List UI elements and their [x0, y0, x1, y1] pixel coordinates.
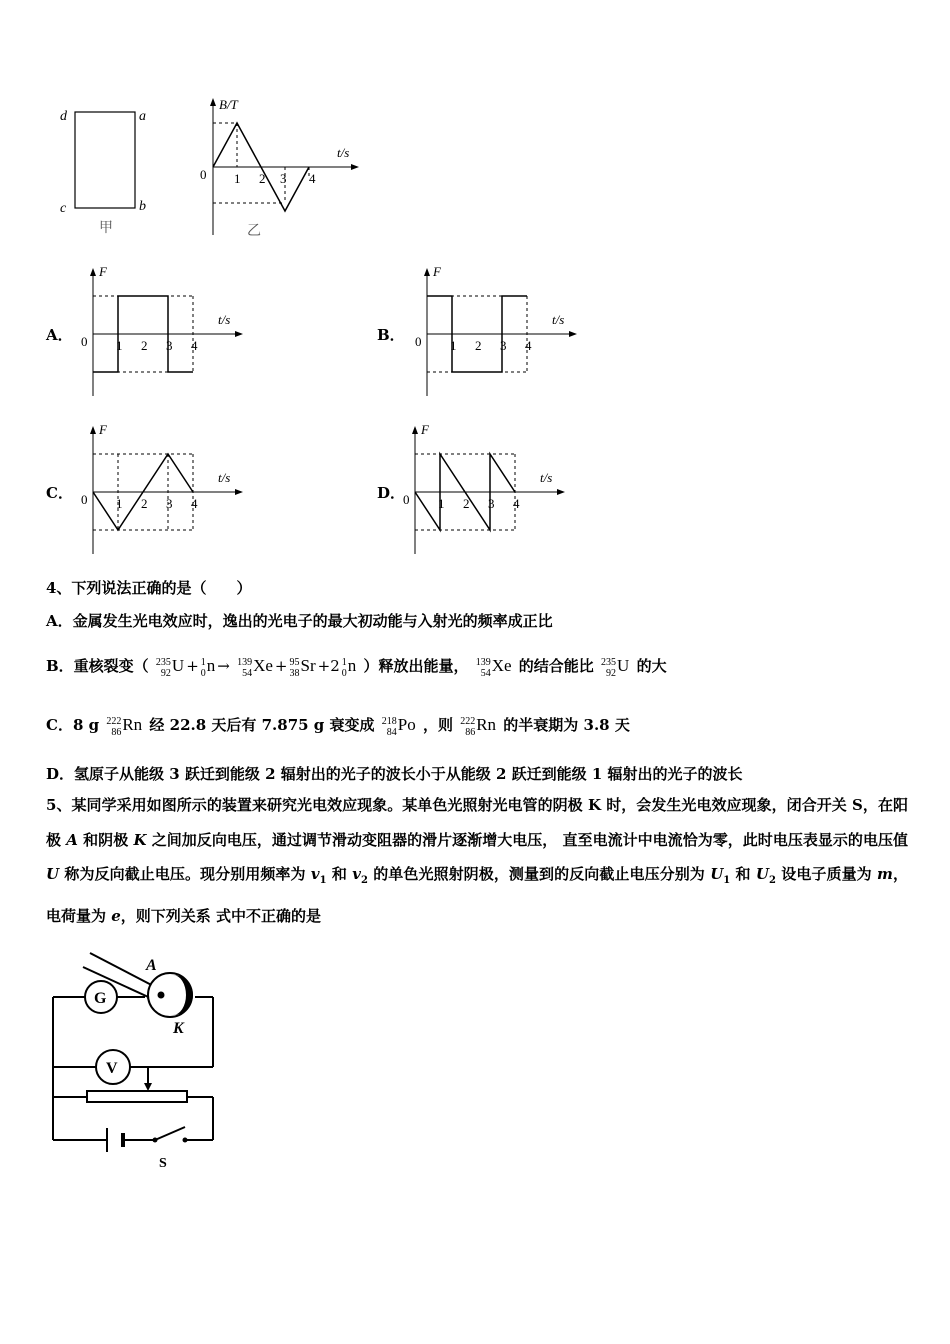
option-label-b: B．	[377, 326, 405, 344]
arrow: →	[217, 657, 230, 675]
nuclide-n-2: 1 0 n	[341, 656, 357, 679]
switch-label: S	[159, 1156, 167, 1171]
origin-b: 0	[415, 334, 422, 349]
option-graph-d	[400, 420, 575, 560]
anode-label: A	[146, 957, 157, 974]
figure-yi-graph	[195, 95, 370, 240]
tick-d-1: 1	[438, 496, 445, 511]
nuclide-n-1: 1 0 n	[200, 656, 216, 679]
nuclide-po218: 218 84 Po	[381, 715, 416, 738]
yi-tick-1: 1	[234, 171, 241, 186]
t-axis-arrow-d	[557, 489, 565, 495]
xlabel-d: t/s	[540, 470, 553, 485]
yi-tick-4: 4	[309, 171, 316, 186]
t-axis-arrow-a	[235, 331, 243, 337]
nuclide-sr95: 95 38 Sr	[289, 656, 316, 679]
q4b-mid2: 的结合能比	[518, 657, 594, 675]
tick-b-2: 2	[475, 338, 482, 353]
caption-jia: 甲	[99, 221, 113, 236]
tick-b-3: 3	[500, 338, 507, 353]
q4b-suffix: 的大	[636, 657, 667, 675]
option-label-c: C．	[46, 484, 73, 502]
tick-c-3: 3	[166, 496, 173, 511]
nuclide-xe139: 139 54 Xe	[237, 656, 273, 679]
f-axis-arrow-d	[412, 426, 418, 434]
tick-a-4: 4	[191, 338, 198, 353]
yi-tick-3: 3	[280, 171, 287, 186]
corner-a: a	[139, 109, 146, 124]
q5-stem: 5、某同学采用如图所示的装置来研究光电效应现象。某单色光照射光电管的阴极 K 时，会发生光电效应现象，闭合开关 S，在阳极 A 和阴极 K 之间加反向电压，通过调节滑动变阻器的滑片逐渐增大电压， 直至电流计中电流恰为零，此时电压表显示的电压值 U 称为反向截止电压。现分别用频率为 $v_1$ 和 $v_2$ 的单色光照射阴极，测量到的反向截止电压分别为 $U_1$ 和 $U_2$ 设电子质量为 m，电荷量为 e，则下列关系 式中不正确的是	[46, 796, 908, 925]
figure-jia	[55, 100, 165, 240]
option-label-d: D．	[377, 484, 406, 502]
circuit-diagram	[45, 945, 235, 1175]
tick-c-1: 1	[116, 496, 123, 511]
q4-option-a: A．金属发生光电效应时，逸出的光电子的最大初动能与入射光的频率成正比	[46, 612, 553, 630]
corner-b: b	[139, 199, 146, 214]
corner-c: c	[60, 201, 67, 216]
tick-a-1: 1	[116, 338, 123, 353]
tick-b-1: 1	[450, 338, 457, 353]
yi-xlabel: t/s	[337, 145, 350, 160]
q4-option-c: C．8 g 222 86 Rn 经 22.8 天后有 7.875 g 衰变成 218 84 Po ，则 222 86 Rn 的半衰期为 3.8 天	[46, 711, 916, 740]
yi-ylabel: B/T	[219, 97, 238, 112]
t-axis-arrow-b	[569, 331, 577, 337]
option-graph-c	[78, 420, 253, 560]
option-label-a: A．	[46, 326, 73, 344]
q4-stem: 4、下列说法正确的是（ ）	[46, 579, 252, 597]
nuclide-rn222-b: 222 86 Rn	[460, 715, 497, 738]
origin-d: 0	[403, 492, 410, 507]
nuclide-u235-b: 235 92 U	[601, 656, 630, 679]
t-axis-arrow-c	[235, 489, 243, 495]
ylabel-a: F	[99, 264, 107, 279]
xlabel-c: t/s	[218, 470, 231, 485]
tick-c-2: 2	[141, 496, 148, 511]
galvanometer-label: G	[94, 990, 107, 1007]
option-graph-b	[412, 262, 587, 402]
ylabel-d: F	[421, 422, 429, 437]
f-axis-arrow-c	[90, 426, 96, 434]
cathode-label: K	[173, 1020, 184, 1037]
yi-tick-2: 2	[259, 171, 266, 186]
tick-a-2: 2	[141, 338, 148, 353]
nuclide-xe139-b: 139 54 Xe	[475, 656, 512, 679]
tick-d-2: 2	[463, 496, 470, 511]
tick-d-4: 4	[513, 496, 520, 511]
origin-c: 0	[81, 492, 88, 507]
tick-b-4: 4	[525, 338, 532, 353]
xlabel-b: t/s	[552, 312, 565, 327]
option-graph-a	[78, 262, 253, 402]
tick-a-3: 3	[166, 338, 173, 353]
q4b-mid: ）释放出能量，	[363, 657, 469, 675]
nuclide-u235: 235 92 U	[155, 656, 185, 679]
tick-c-4: 4	[191, 496, 198, 511]
yi-origin: 0	[200, 167, 207, 182]
f-axis-arrow-b	[424, 268, 430, 276]
ylabel-b: F	[433, 264, 441, 279]
q4-option-d: D．氢原子从能级 3 跃迁到能级 2 辐射出的光子的波长小于从能级 2 跃迁到能级 1 辐射出的光子的波长	[46, 765, 743, 783]
q4b-prefix: B．重核裂变（	[46, 657, 149, 675]
voltmeter-label: V	[106, 1060, 118, 1077]
loop-rectangle	[75, 112, 135, 208]
f-axis-arrow-a	[90, 268, 96, 276]
caption-yi: 乙	[247, 224, 261, 239]
corner-d: d	[60, 109, 67, 124]
tick-d-3: 3	[488, 496, 495, 511]
ylabel-c: F	[99, 422, 107, 437]
xlabel-a: t/s	[218, 312, 231, 327]
nuclide-rn222: 222 86 Rn	[106, 715, 143, 738]
origin-a: 0	[81, 334, 88, 349]
q4-option-b: B．重核裂变（ 235 92 U + 1 0 n → 139 54 Xe + 95 38 Sr +2 1 0 n ）释放出能量， 139 54 Xe 的结合能比 235 92 U 的大	[46, 652, 916, 681]
